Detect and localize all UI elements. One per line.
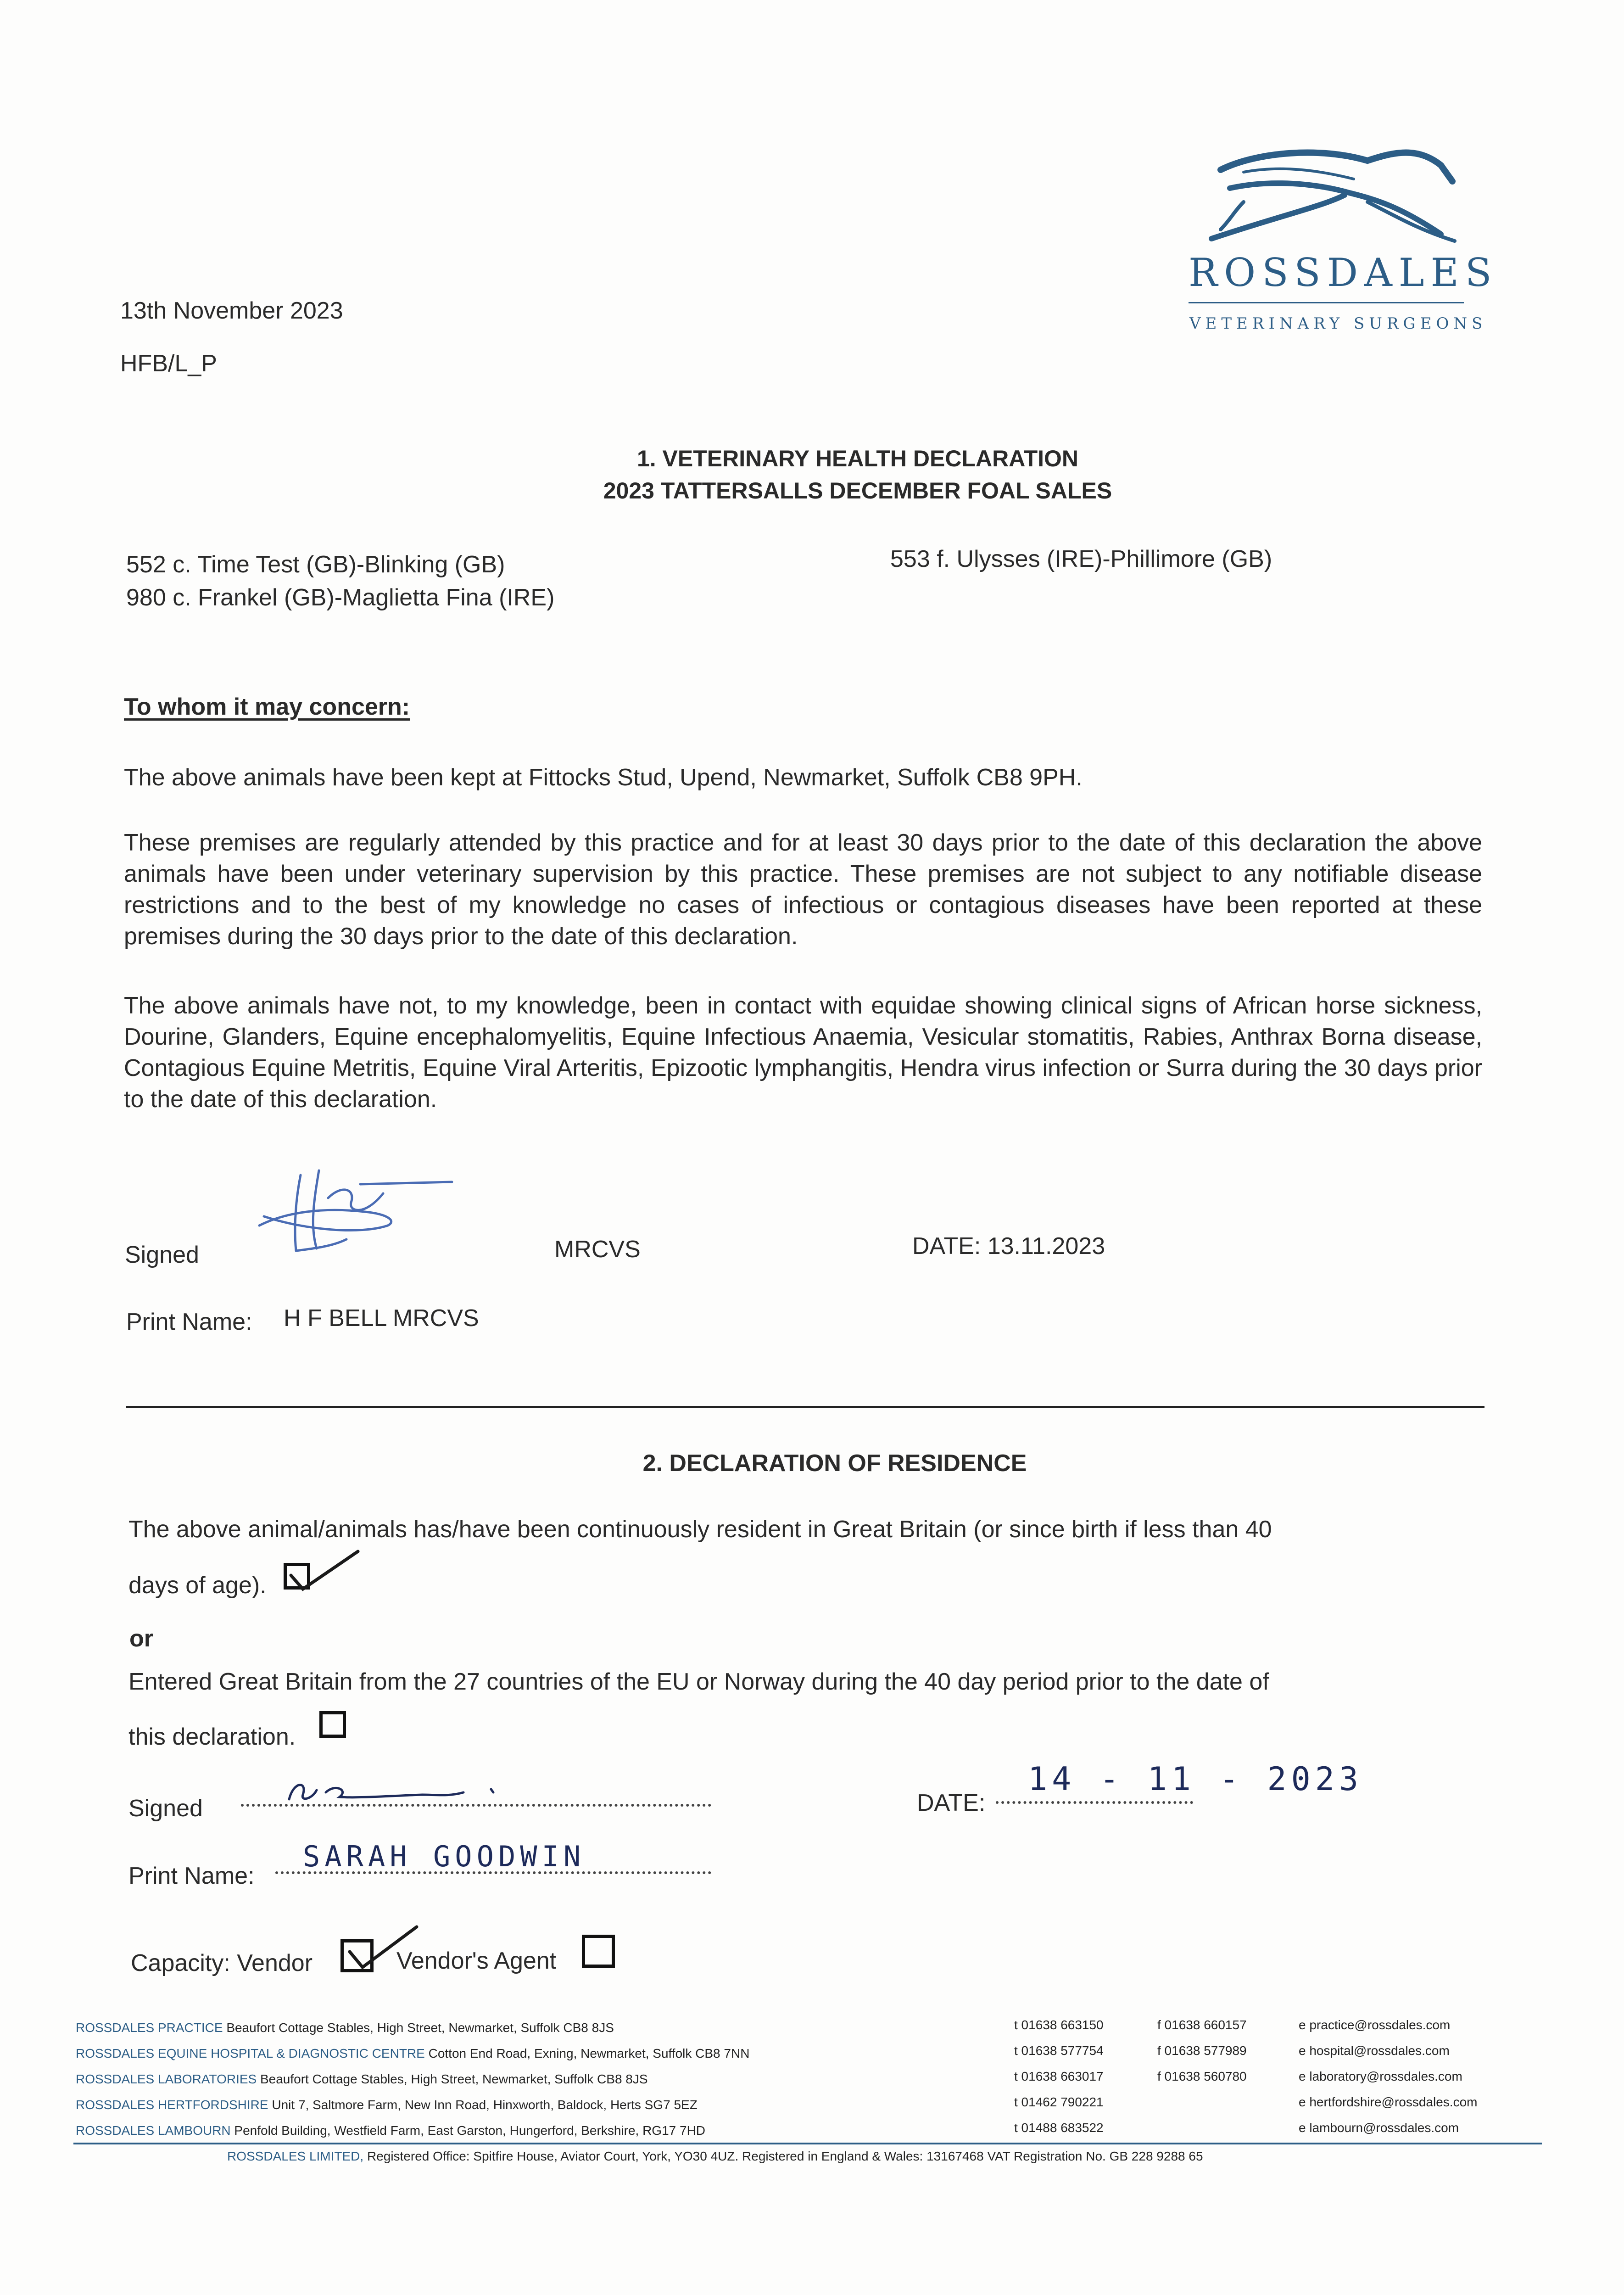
footer-tel: t 01638 663150 (1014, 2018, 1104, 2032)
footer-site-name: ROSSDALES EQUINE HOSPITAL & DIAGNOSTIC CENTRE (76, 2046, 425, 2060)
salutation: To whom it may concern: (124, 694, 410, 720)
footer-tel: t 01638 663017 (1014, 2069, 1104, 2083)
footer-site-name: ROSSDALES HERTFORDSHIRE (76, 2098, 268, 2112)
lot-553: 553 f. Ulysses (IRE)-Phillimore (GB) (890, 546, 1272, 572)
rossdales-logo (1184, 138, 1498, 349)
section-divider (126, 1406, 1484, 1408)
footer-email[interactable]: e hertfordshire@rossdales.com (1299, 2095, 1478, 2109)
lot-552: 552 c. Time Test (GB)-Blinking (GB) (126, 551, 505, 578)
horse-logo-icon (1202, 138, 1459, 248)
footer-tel: t 01638 577754 (1014, 2043, 1104, 2058)
letter-date: 13th November 2023 (120, 297, 343, 324)
capacity-agent-label: Vendor's Agent (396, 1948, 557, 1974)
section2-title: 2. DECLARATION OF RESIDENCE (642, 1450, 1027, 1477)
footer-divider (73, 2143, 1542, 2144)
footer-email[interactable]: e hospital@rossdales.com (1299, 2043, 1450, 2058)
declarant-date-value: 14 - 11 - 2023 (1028, 1760, 1363, 1798)
declarant-signature (285, 1767, 505, 1808)
declarant-print-name-value: SARAH GOODWIN (303, 1840, 586, 1873)
footer-email[interactable]: e laboratory@rossdales.com (1299, 2069, 1462, 2083)
capacity-agent-checkbox[interactable] (582, 1935, 615, 1968)
section1-subtitle: 2023 TATTERSALLS DECEMBER FOAL SALES (603, 478, 1112, 504)
logo-wordmark: ROSSDALES (1189, 250, 1498, 295)
footer-site-address: Beaufort Cottage Stables, High Street, Newmarket, Suffolk CB8 8JS (260, 2072, 648, 2086)
vet-signature (250, 1157, 461, 1262)
footer-site-hospital (76, 2046, 749, 2061)
vet-print-name-label: Print Name: (126, 1309, 252, 1335)
letter-reference: HFB/L_P (120, 350, 217, 377)
declarant-date-line (996, 1801, 1193, 1804)
footer-fax: f 01638 560780 (1157, 2069, 1247, 2083)
footer-site-lambourn (76, 2123, 705, 2138)
or-label: or (129, 1625, 153, 1652)
capacity-label: Capacity: Vendor (131, 1950, 313, 1976)
vet-signed-label: Signed (125, 1242, 199, 1268)
vet-print-name-value: H F BELL MRCVS (284, 1305, 479, 1332)
footer-tel: t 01488 683522 (1014, 2121, 1104, 2135)
footer-email[interactable]: e lambourn@rossdales.com (1299, 2121, 1459, 2135)
vet-mrcvs-label: MRCVS (554, 1236, 641, 1263)
lot-980: 980 c. Frankel (GB)-Maglietta Fina (IRE) (126, 584, 555, 611)
footer-site-practice (76, 2021, 614, 2035)
footer-fax: f 01638 660157 (1157, 2018, 1247, 2032)
declarant-date-label: DATE: (917, 1790, 986, 1816)
footer-site-address: Beaufort Cottage Stables, High Street, Newmarket, Suffolk CB8 8JS (226, 2021, 614, 2035)
logo-subtitle: VETERINARY SURGEONS (1189, 314, 1487, 333)
paragraph-supervision: These premises are regularly attended by this practice and for at least 30 days prior to the date of this declaration the above animals have been under veterinary supervision by this practice. These premises are not subject to any notifiable disease restrictions and to the best of my knowledge no cases of infectious or contagious diseases have been reported at these premises during the 30 days prior to the date of this declaration. (124, 829, 1482, 950)
footer-site-hertfordshire (76, 2098, 698, 2112)
footer-site-laboratories (76, 2072, 648, 2087)
footer-site-address: Penfold Building, Westfield Farm, East Garston, Hungerford, Berkshire, RG17 7HD (234, 2123, 706, 2138)
footer-site-address: Cotton End Road, Exning, Newmarket, Suffolk CB8 7NN (428, 2046, 750, 2060)
residence-option2-line2: this declaration. (128, 1724, 296, 1750)
footer-site-name: ROSSDALES LABORATORIES (76, 2072, 257, 2086)
residence-option2-line1: Entered Great Britain from the 27 countries of the EU or Norway during the 40 day period prior to the date of (128, 1668, 1269, 1695)
footer-company-name: ROSSDALES LIMITED, (227, 2149, 364, 2163)
footer-company (227, 2149, 1203, 2164)
residence-checkbox-entered[interactable] (319, 1711, 346, 1738)
footer-fax: f 01638 577989 (1157, 2043, 1247, 2058)
vet-date: DATE: 13.11.2023 (912, 1233, 1105, 1259)
paragraph-premises: The above animals have been kept at Fittocks Stud, Upend, Newmarket, Suffolk CB8 9PH. (124, 764, 1083, 791)
logo-divider (1189, 302, 1464, 303)
declarant-signed-label: Signed (128, 1795, 203, 1822)
footer-site-name: ROSSDALES PRACTICE (76, 2021, 223, 2035)
residence-option1-line2: days of age). (128, 1572, 267, 1599)
checkmark-icon (285, 1547, 363, 1597)
footer-company-details: Registered Office: Spitfire House, Aviator Court, York, YO30 4UZ. Registered in England & Wales: 13167468 VAT Registration No. GB 228 9288 65 (367, 2149, 1203, 2163)
paragraph-disease-contact: The above animals have not, to my knowledge, been in contact with equidae showing clinical signs of African horse sickness, Dourine, Glanders, Equine encephalomyelitis, Equine Infectious Anaemia, Vesicular stomatitis, Rabies, Anthrax Borna disease, Contagious Equine Metritis, Equine Viral Arteritis, Epizootic lymphangitis, Hendra virus infection or Surra during the 30 days prior to the date of this declaration. (124, 992, 1482, 1113)
footer-email[interactable]: e practice@rossdales.com (1299, 2018, 1451, 2032)
footer-tel: t 01462 790221 (1014, 2095, 1104, 2109)
declarant-print-name-label: Print Name: (128, 1863, 255, 1889)
residence-option1-line1: The above animal/animals has/have been continuously resident in Great Britain (or since birth if less than 40 (128, 1516, 1272, 1543)
footer-site-name: ROSSDALES LAMBOURN (76, 2123, 231, 2138)
footer-site-address: Unit 7, Saltmore Farm, New Inn Road, Hinxworth, Baldock, Herts SG7 5EZ (272, 2098, 698, 2112)
section1-title: 1. VETERINARY HEALTH DECLARATION (636, 446, 1079, 471)
